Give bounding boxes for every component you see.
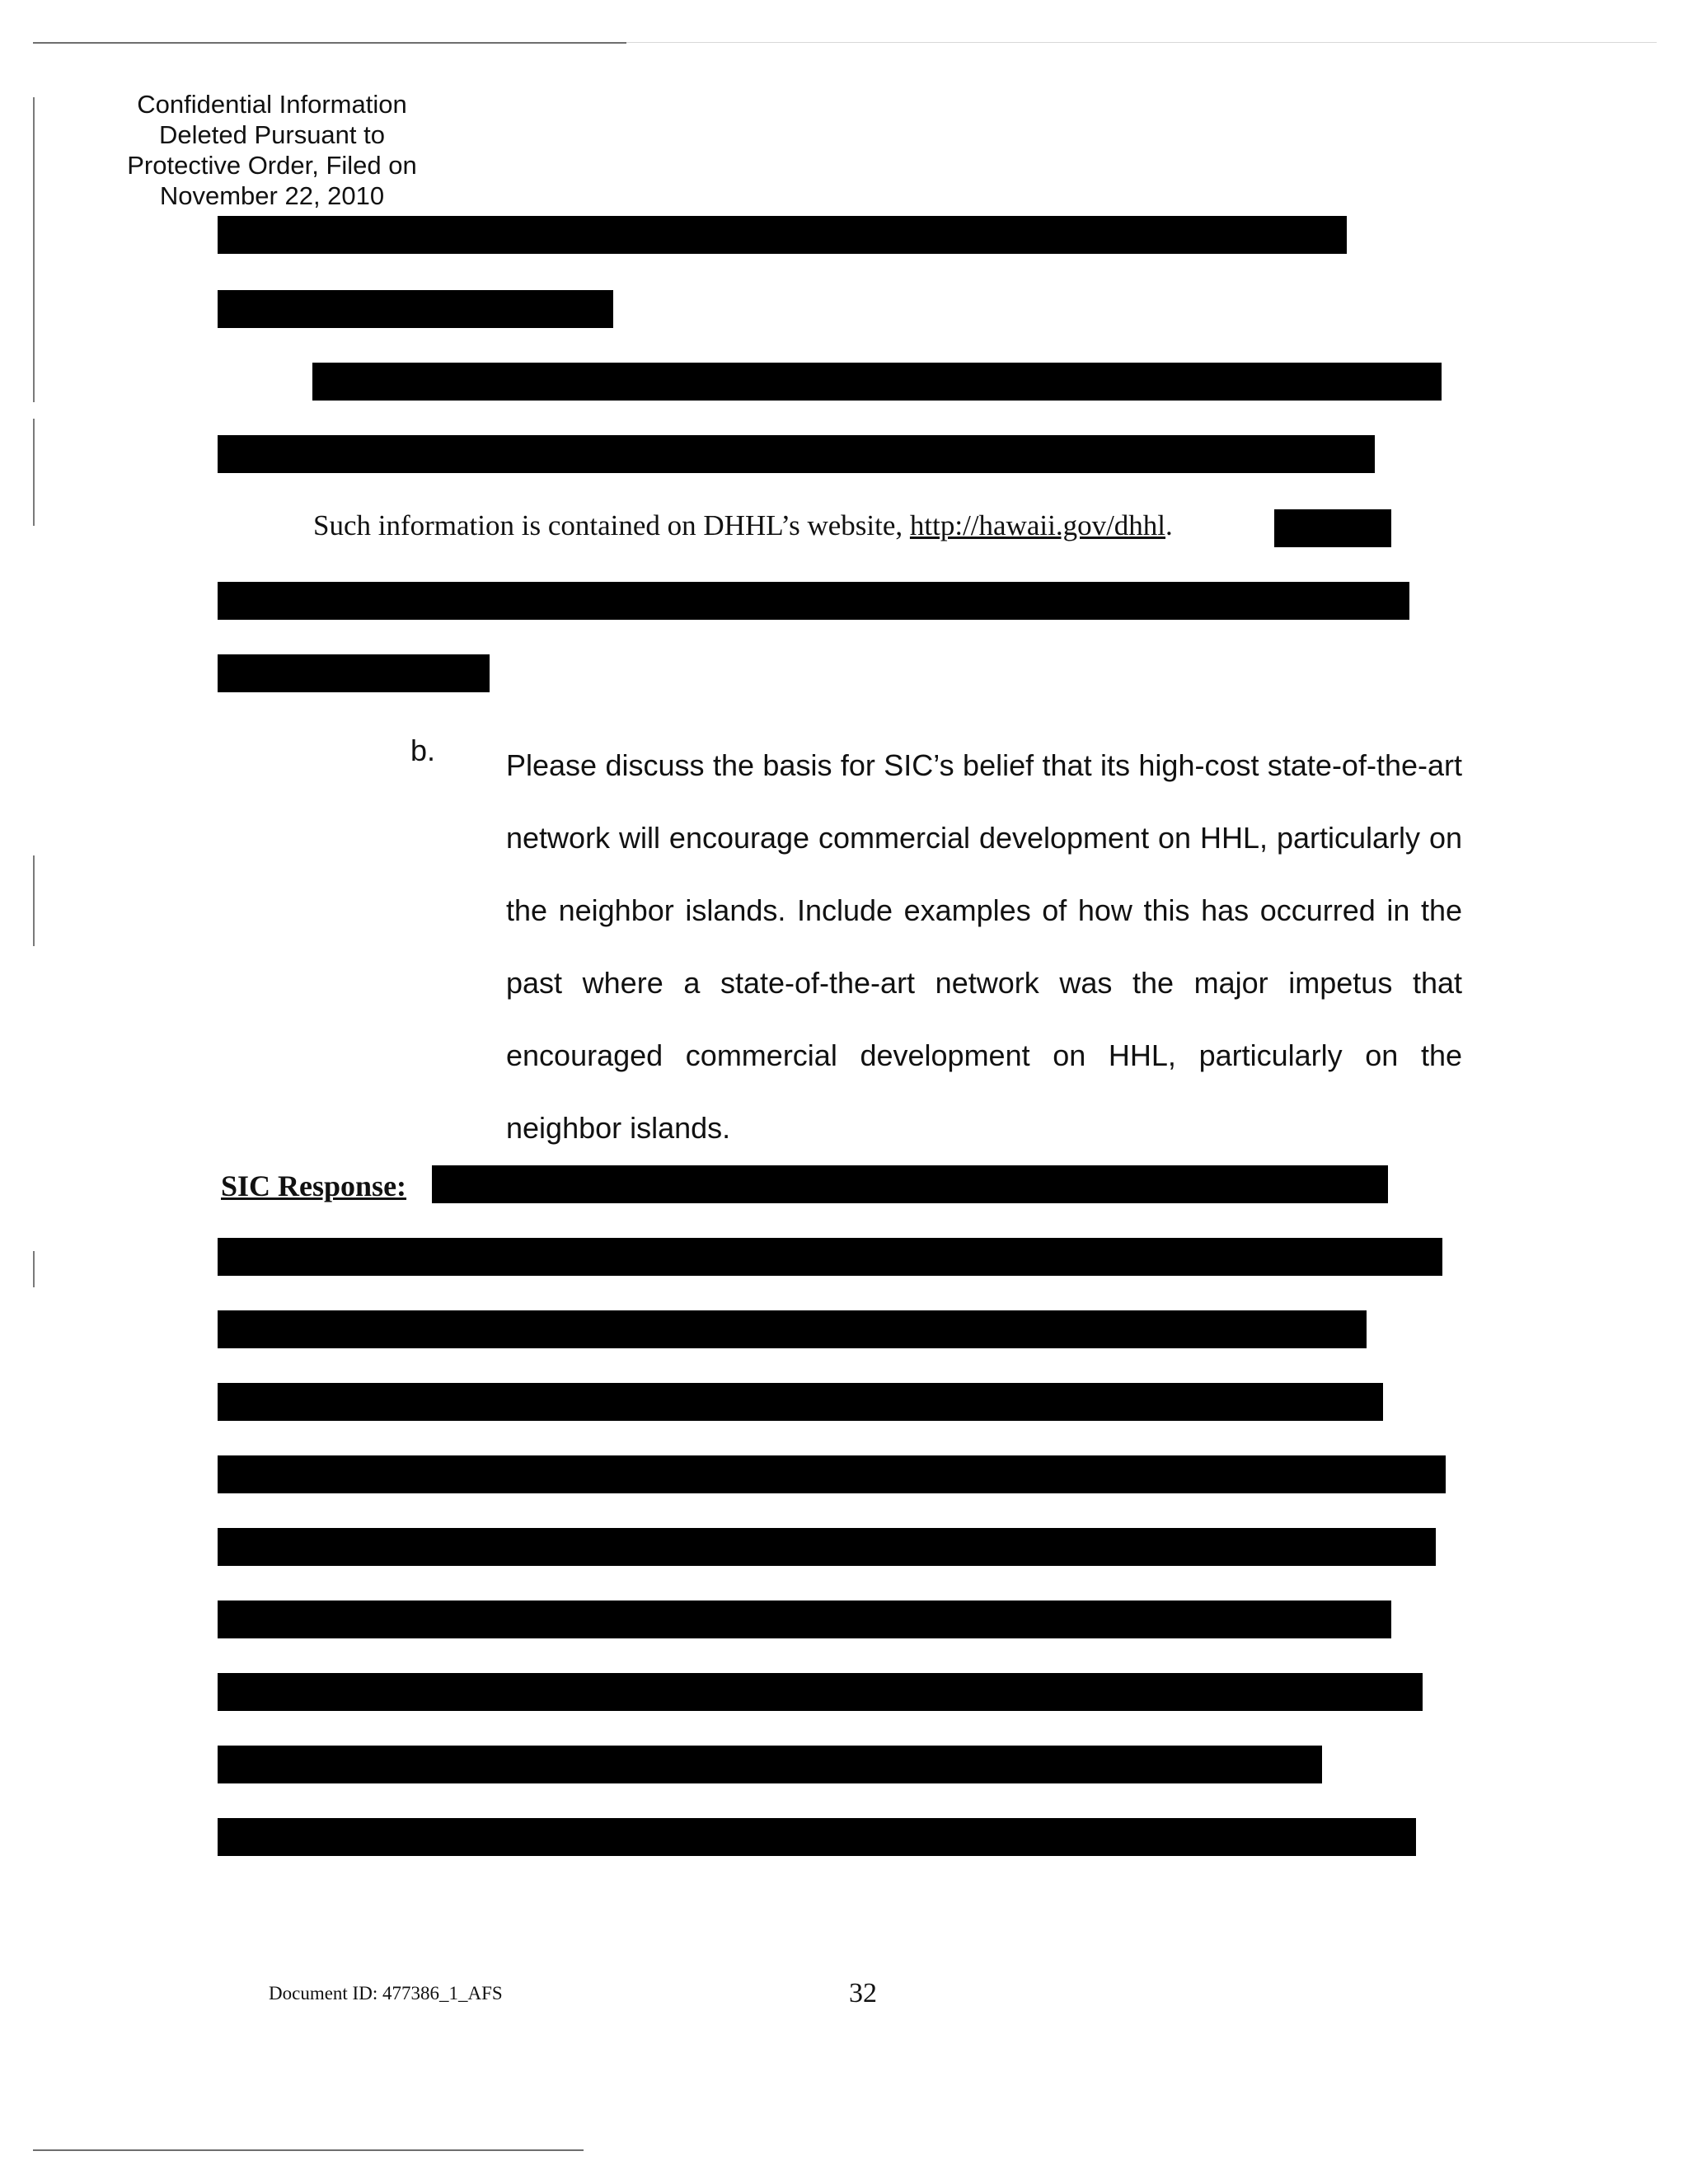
redaction-block [432, 1165, 1388, 1203]
scan-margin-mark [33, 855, 35, 946]
bottom-scan-rule [33, 2149, 584, 2151]
scan-margin-mark [33, 419, 35, 526]
redaction-block [218, 582, 1409, 620]
response-label: SIC Response: [221, 1169, 407, 1202]
redaction-block [218, 654, 490, 692]
top-scan-rule-faint [626, 42, 1657, 43]
confidentiality-line: Confidential Information [137, 90, 407, 119]
item-question-text: Please discuss the basis for SIC’s belief that its high-cost state-of-the-art network will encourage commercial development on HHL, particularly on the neighbor islands. Include examples of how this has occurred in the past where a state-of-the-art network was the major impetus that encouraged commercial development on HHL, particularly on the neighbor islands. [506, 748, 1462, 1145]
scan-margin-mark [33, 1251, 35, 1287]
item-letter: b. [410, 733, 436, 767]
dhhl-website-sentence [313, 509, 1173, 542]
redaction-block [218, 1528, 1436, 1566]
redaction-block [218, 216, 1347, 254]
redaction-block [218, 1455, 1446, 1493]
redaction-block [218, 1746, 1322, 1783]
footer-page-number: 32 [849, 1978, 877, 2008]
dhhl-website-text: Such information is contained on DHHL’s website, [313, 509, 903, 541]
redaction-block [218, 1601, 1391, 1638]
redaction-block [218, 435, 1375, 473]
redaction-block [218, 1818, 1416, 1856]
confidentiality-line: November 22, 2010 [159, 181, 385, 210]
dhhl-website-link[interactable]: http://hawaii.gov/dhhl [909, 509, 1166, 541]
redaction-block [218, 1310, 1367, 1348]
redaction-block [218, 1673, 1423, 1711]
redaction-block [312, 363, 1442, 401]
confidentiality-notice [115, 89, 429, 211]
sentence-period: . [1165, 509, 1173, 541]
redaction-block [218, 1383, 1383, 1421]
scan-margin-mark [33, 97, 35, 402]
confidentiality-line: Deleted Pursuant to [158, 120, 385, 149]
redaction-block [1274, 509, 1391, 547]
top-scan-rule [33, 42, 626, 44]
confidentiality-line: Protective Order, Filed on [127, 151, 417, 180]
redaction-block [218, 1238, 1442, 1276]
redaction-block [218, 290, 613, 328]
footer-document-id: Document ID: 477386_1_AFS [269, 1983, 503, 2004]
